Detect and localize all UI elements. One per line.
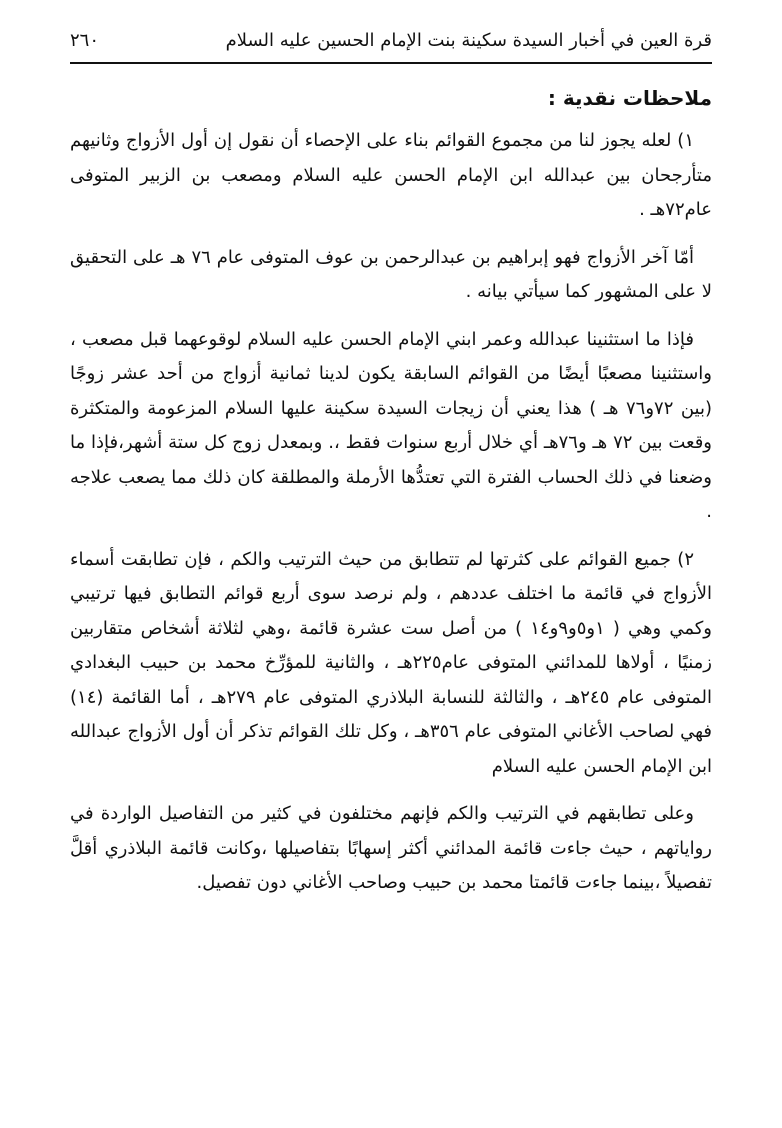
- paragraph-1: ١) لعله يجوز لنا من مجموع القوائم بناء على الإحصاء أن نقول إن أول الأزواج وثانيهم متأرجحان بين عبدالله ابن الإمام الحسن عليه السلام ومصعب بن الزبير المتوفى عام٧٢هـ .: [70, 130, 712, 220]
- running-header: [70, 28, 712, 64]
- page-number: ٢٦٠: [70, 30, 100, 51]
- body-text: [70, 124, 712, 914]
- paragraph-2: أمّا آخر الأزواج فهو إبراهيم بن عبدالرحمن بن عوف المتوفى عام ٧٦ هـ على التحقيق لا على المشهور كما سيأتي بيانه .: [70, 246, 712, 302]
- paragraph-5: وعلى تطابقهم في الترتيب والكم فإنهم مختلفون في كثير من التفاصيل الواردة في رواياتهم ، حيث جاءت قائمة المدائني أكثر إسهابًا بتفاصيلها ،وكانت قائمة البلاذري أقلَّ تفصيلاً ،بينما جاءت قائمتا محمد بن حبيب وصاحب الأغاني دون تفصيل.: [70, 803, 712, 893]
- paragraph-4: ٢) جميع القوائم على كثرتها لم تتطابق من حيث الترتيب والكم ، فإن تطابقت أسماء الأزواج في قائمة ما اختلف عددهم ، ولم نرصد سوى أربع قوائم التطابق فيها ترتيبي وكمي وهي ( ١و٥و٩و١٤ ) من أصل ست عشرة قائمة ،وهي لثلاثة أشخاص متقاربين زمنيًا ، أولاها للمدائني المتوفى عام٢٢٥هـ ، والثانية للمؤرِّخ محمد بن حبيب البغدادي المتوفى عام ٢٤٥هـ ، والثالثة للنسابة البلاذري المتوفى عام ٢٧٩هـ ، أما القائمة (١٤) فهي لصاحب الأغاني المتوفى عام ٣٥٦هـ ، وكل تلك القوائم تذكر أن أول الأزواج عبدالله ابن الإمام الحسن عليه السلام: [70, 548, 713, 777]
- section-heading: ملاحظات نقدية :: [547, 86, 712, 110]
- running-header-title: قرة العين في أخبار السيدة سكينة بنت الإمام الحسين عليه السلام: [225, 30, 712, 51]
- paragraph-3: فإذا ما استثنينا عبدالله وعمر ابني الإمام الحسن عليه السلام لوقوعهما قبل مصعب ، واستثنينا مصعبًا أيضًا من القوائم السابقة يكون لدينا ثمانية أزواج من أحد عشر زوجًا (بين ٧٢و٧٦ هـ ) هذا يعني أن زيجات السيدة سكينة عليها السلام المزعومة والمتكثرة وقعت بين ٧٢ هـ و٧٦هـ أي خلال أربع سنوات فقط ،. وبمعدل زوج كل ستة أشهر،فإذا ما وضعنا في ذلك الحساب الفترة التي تعتدُّها الأرملة والمطلقة كان ذلك مما يصعب علاجه .: [70, 328, 713, 522]
